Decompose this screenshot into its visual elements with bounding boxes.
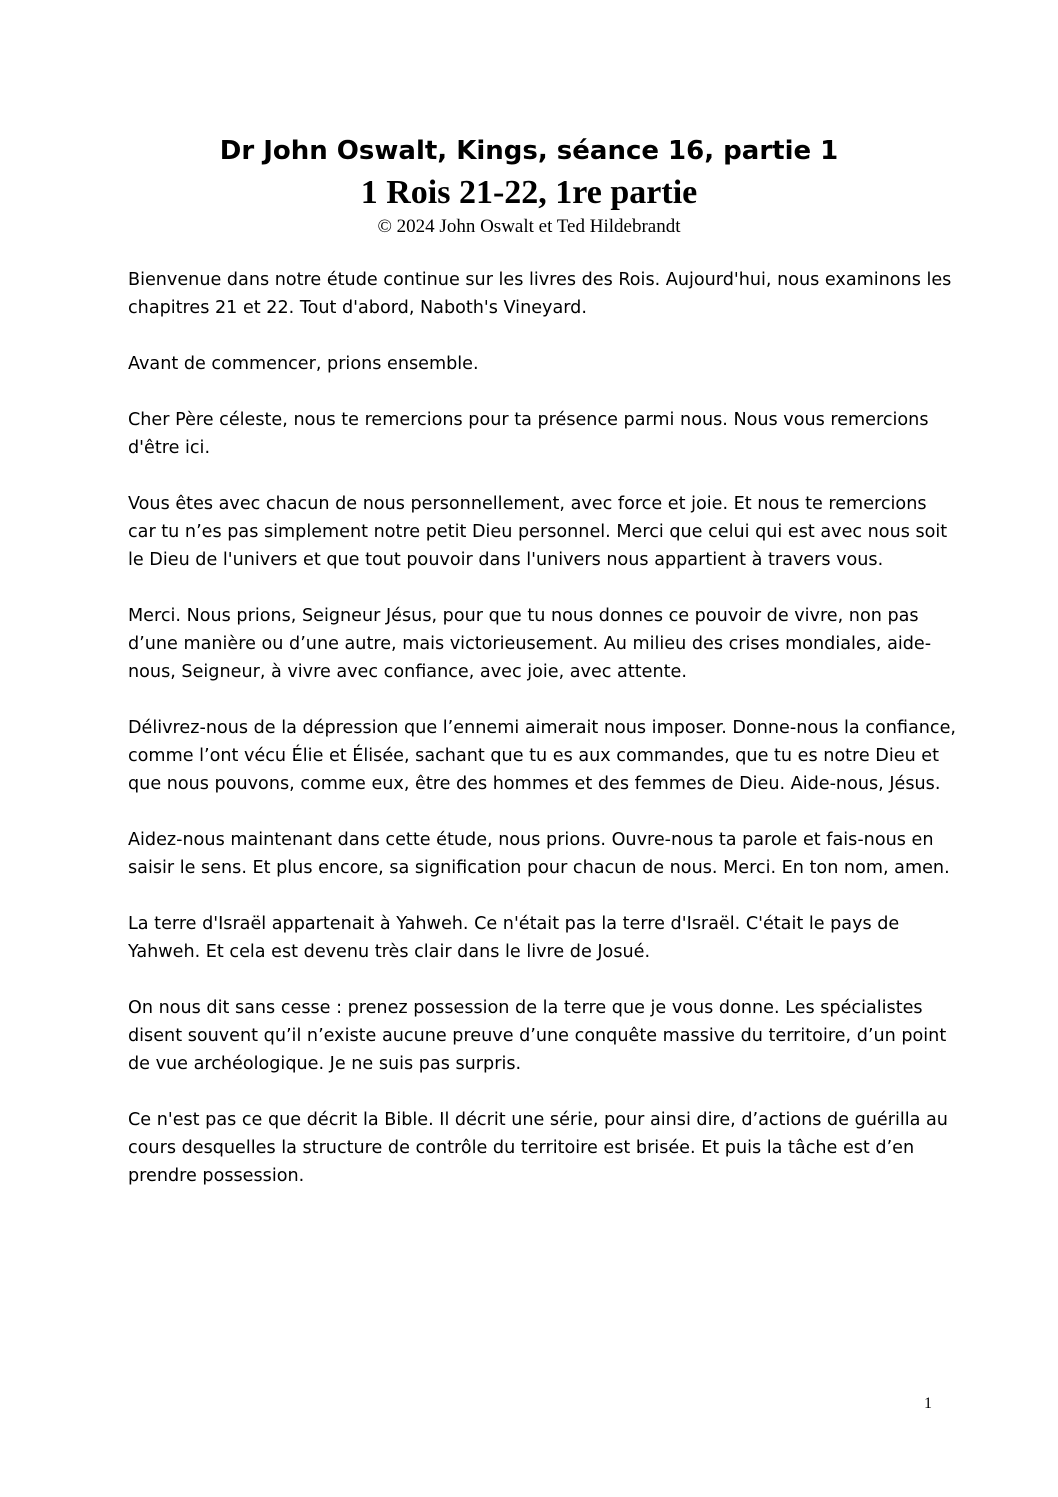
paragraph: Bienvenue dans notre étude continue sur les livres des Rois. Aujourd'hui, nous examinons les chapitres 21 et 22. Tout d'abord, Naboth's Vineyard. [128, 270, 952, 318]
paragraph: Vous êtes avec chacun de nous personnellement, avec force et joie. Et nous te remercions car tu n’es pas simplement notre petit Dieu personnel. Merci que celui qui est avec nous soit le Dieu de l'univers et que tout pouvoir dans l'univers nous appartient à travers vous. [128, 494, 948, 570]
page-number: 1 [924, 1395, 932, 1412]
paragraph: Délivrez-nous de la dépression que l’ennemi aimerait nous imposer. Donne-nous la confiance, comme l’ont vécu Élie et Élisée, sachant que tu es aux commandes, que tu es notre Dieu et que nous pouvons, comme eux, être des hommes et des femmes de Dieu. Aide-nous, Jésus. [128, 718, 956, 794]
document-subtitle: 1 Rois 21-22, 1re partie [360, 174, 698, 211]
document-title: Dr John Oswalt, Kings, séance 16, partie 1 [219, 136, 839, 166]
paragraph: Ce n'est pas ce que décrit la Bible. Il décrit une série, pour ainsi dire, d’actions de guérilla au cours desquelles la structure de contrôle du territoire est brisée. Et puis la tâche est d’en prendre possession. [128, 1110, 948, 1186]
paragraph: La terre d'Israël appartenait à Yahweh. Ce n'était pas la terre d'Israël. C'était le pays de Yahweh. Et cela est devenu très clair dans le livre de Josué. [128, 914, 900, 962]
paragraph: Cher Père céleste, nous te remercions pour ta présence parmi nous. Nous vous remercions d'être ici. [128, 410, 929, 458]
copyright-notice: © 2024 John Oswalt et Ted Hildebrandt [377, 216, 681, 237]
paragraph: Avant de commencer, prions ensemble. [128, 354, 479, 374]
paragraph: Merci. Nous prions, Seigneur Jésus, pour que tu nous donnes ce pouvoir de vivre, non pas d’une manière ou d’une autre, mais victorieusement. Au milieu des crises mondiales, aide-nous, Seigneur, à vivre avec confiance, avec joie, avec attente. [128, 606, 932, 682]
document-body [128, 266, 958, 1218]
paragraph: Aidez-nous maintenant dans cette étude, nous prions. Ouvre-nous ta parole et fais-nous en saisir le sens. Et plus encore, sa signification pour chacun de nous. Merci. En ton nom, amen. [128, 830, 950, 878]
paragraph: On nous dit sans cesse : prenez possession de la terre que je vous donne. Les spécialistes disent souvent qu’il n’existe aucune preuve d’une conquête massive du territoire, d’un point de vue archéologique. Je ne suis pas surpris. [128, 998, 947, 1074]
